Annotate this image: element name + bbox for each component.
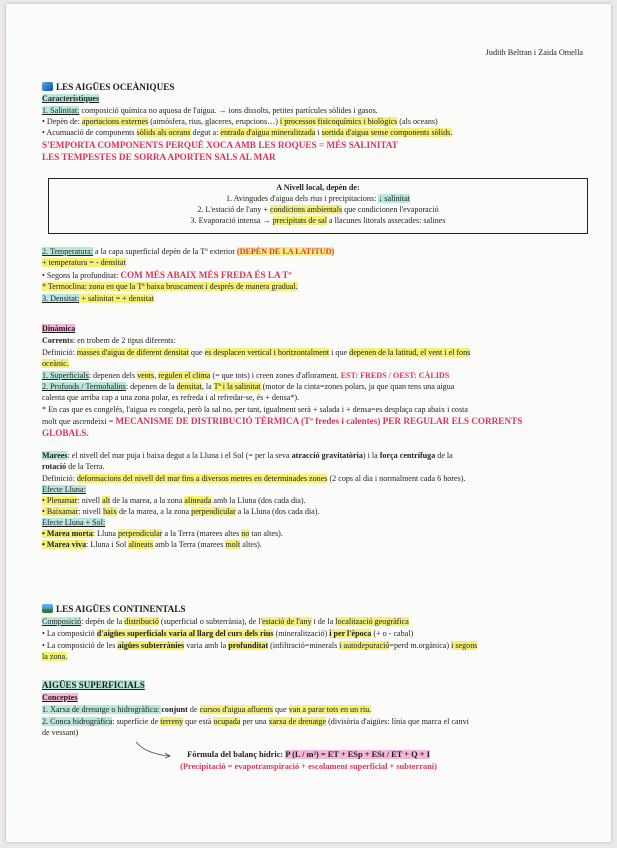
note-sandstorms: LES TEMPESTES DE SORRA APORTEN SALS AL MAR	[42, 152, 276, 162]
neap-tide-line: • Marea morta: Lluna perpendicular a la Terra (marees altes no tan altes).	[42, 529, 283, 538]
thermocline-line: * Termoclina: zona en que la Tª baixa bruscament i després de manera gradual.	[42, 282, 298, 291]
box-item-2: 2. L'estació de l'any + condicions ambientals que condicionen l'evaporació	[197, 205, 439, 214]
local-level-box	[48, 178, 588, 234]
wave-icon	[42, 82, 53, 91]
depends-line: • Depèn de: aportacions externes (atmósfera, rius, glaceres, erupcions…) i processos fisicoquímics i biològics (als oceans)	[42, 117, 438, 126]
depth-line: • Segons la profunditat: COM MÉS ABAIX MÉS FREDA ÉS LA Tª	[42, 270, 292, 280]
accumulation-line: • Acumuació de components sòlids als oceans degut a: entrada d'aigua mineralitzada i sortida d'aigua sense components sòlids.	[42, 128, 453, 137]
low-tide-line: • Baixamar: nivell baix de la marea, a la zona perpendicular a la Lluna (dos cada dia).	[42, 507, 320, 516]
surface-currents-line: 1. Superficials: depenen dels vents, regulen el clima (= que tots) i creen zones d'aflorament. EST: FREDS / OEST: CÀLIDS	[42, 371, 450, 380]
tides-line: Marees: el nivell del mar puja i baixa degut a la Lluna i el Sol (= per la seva atracció gravitatòria) i la força centrífuga de la	[42, 451, 453, 460]
temperature-line: 2. Temperatura: a la capa superficial depèn de la Tº exterior (DEPÈN DE LA LATITUD)	[42, 247, 335, 256]
water-balance-explanation: (Precipitació = evapotranspiració + escolament superficial + subterrani)	[180, 762, 437, 771]
water-balance-formula: Fórmula del balanç hídric: P (L / m²) = ET + ESp + ESt / ET + Q + I	[187, 750, 430, 759]
document-page: Judith Beltran i Zaida Omella LES AIGÜES OCEÀNIQUES Característiques 1. Salinitat: composició química no aquosa de l'aigua. → ions dissolts, petites partícules sòlides i gasos. • Depèn de: aportacions externes (atmósfera, rius, glaceres, erupcions…) i processos fisicoquímics i biològics (als oceans) • Acumuació de components sòlids als oceans degut a: entrada d'aigua mineralitzada i sortida d'aigua sense components sòlids. S'EMPORTA COMPONENTS PERQUÈ XOCA AMB LES ROQUES = MÉS SALINITAT LES TEMPESTES DE SORRA APORTEN SALS AL MAR A Nivell local, depèn de: 1. Avingudes d'aigua dels rius i precipitacions: ↓ salinitat 2. L'estació de l'any + condicions ambientals que condicionen l'evaporació 3. Evaporació intensa → precipitats de sal a llacunes litorals assecades: salines 2. Temperatura: a la capa superficial depèn de la Tº exterior (DEPÈN DE LA LATITUD) + temperatura = - densitat • Segons la profunditat: COM MÉS ABAIX MÉS FREDA ÉS LA Tª * Termoclina: zona en que la Tª baixa bruscament i després de manera gradual. 3. Densitat: + salinitat = + densitat Dinàmica Corrents: en trobem de 2 tipus diferents: Definició: masses d'aigua de diferent densitat que es desplacen vertical i horitzontalment i que depenen de la latitud, el vent i el fons oceànic. 1. Superficials: depenen dels vents, regulen el clima (= que tots) i creen zones d'aflorament. EST: FREDS / OEST: CÀLIDS 2. Profunds / Termohalins: depenen de la densitat, la Tª i la salinitat (motor de la cinta=zones polars, ja que quan tens una aigua calenta que arriba cap a una zona polar, es refreda i al refredar-se, és + densa*). * En cas que es congelés, l'aigua es congela, però la sal no, per tant, igualment serà + salada i + densa=es desplaça cap abaix i costa molt que ascendeixi = MECANISME DE DISTRIBUCIÓ TÈRMICA (Tª fredes i calentes) PER REGULAR ELS CORRENTS GLOBALS. Marees: el nivell del mar puja i baixa degut a la Lluna i el Sol (= per la seva atracció gravitatòria) i la força centrífuga de la rotació de la Terra. Definició: deformacions del nivell del mar fins a diversos metres en determinades zones (2 cops al dia i normalment cada 6 hores). Efecte Lluna: • Plenamar: nivell alt de la marea, a la zona alineada amb la Lluna (dos cada dia). • Baixamar: nivell baix de la marea, a la zona perpendicular a la Lluna (dos cada dia). Efecte Lluna + Sol: • Marea morta: Lluna perpendicular a la Terra (marees altes no tan altes). • Marea viva: Lluna i Sol alineats amb la Terra (marees molt altes). LES AIGÜES CONTINENTALS Composició: depèn de la distribució (superficial o subterrània), de l'estació de l'any i de la localització geogràfica • La composició d'aigües superficials varia al llarg del curs dels rius (mineralització) i per l'època (+ o - cabal) • La composició de les aigües subterrànies varia amb la profunditat (infiltració=minerals i autodepuració=perd m.orgànica) i segons la zona. AIGÜES SUPERFICIALS Conceptes 1. Xarxa de drenatge o hidrogràfica: conjunt de cursos d'aigua afluents que van a parar tots en un riu. 2. Conca hidrogràfica: superfície de terreny que està ocupada per una xarxa de drenatge (divisòria d'aigües: línia que marca el canvi de vessant) Fórmula del balanç hídric: P (L / m²) = ET + ESp + ESt / ET + Q + I (Precipitació = evapotranspiració + escolament superficial + subterrani)	[6, 4, 611, 842]
moon-effect-heading: Efecte Lluna:	[42, 485, 86, 494]
tides-definition: Definició: deformacions del nivell del mar fins a diversos metres en determinades zones (2 cops al dia i normalment cada 6 hores).	[42, 474, 466, 483]
author-name: Judith Beltran i Zaida Omella	[485, 48, 583, 57]
moon-sun-effect-heading: Efecte Lluna + Sol:	[42, 518, 106, 527]
high-tide-line: • Plenamar: nivell alt de la marea, a la zona alineada amb la Lluna (dos cada dia).	[42, 496, 306, 505]
surface-water-composition: • La composició d'aigües superficials varia al llarg del curs dels rius (mineralització) i per l'època (+ o - cabal)	[42, 629, 414, 638]
spring-tide-line: • Marea viva: Lluna i Sol alineats amb la Terra (marees molt altes).	[42, 540, 262, 549]
box-title: A Nivell local, depèn de:	[276, 183, 360, 192]
density-line: 3. Densitat: + salinitat = + densitat	[42, 294, 154, 303]
river-basin-line: 2. Conca hidrogràfica: superfície de terreny que està ocupada per una xarxa de drenatge (divisòria d'aigües: línia que marca el canvi	[42, 717, 469, 726]
thermal-mechanism-line: molt que ascendeixi = MECANISME DE DISTRIBUCIÓ TÈRMICA (Tª fredes i calentes) PER REGULAR ELS CORRENTS	[42, 416, 523, 426]
surface-waters-title: AIGÜES SUPERFICIALS	[42, 680, 145, 690]
currents-definition: Definició: masses d'aigua de diferent densitat que es desplacen vertical i horitzontalment i que depenen de la latitud, el vent i el fons	[42, 348, 471, 357]
groundwater-composition: • La composició de les aigües subterrànies varia amb la profunditat (infiltració=minerals i autodepuració=perd m.orgànica) i segons	[42, 641, 478, 650]
box-item-3: 3. Evaporació intensa → precipitats de sal a llacunes litorals assecades: salines	[190, 216, 446, 225]
section-title-continental: LES AIGÜES CONTINENTALS	[42, 604, 590, 615]
note-rocks: S'EMPORTA COMPONENTS PERQUÈ XOCA AMB LES ROQUES = MÉS SALINITAT	[42, 140, 398, 150]
salinity-line: 1. Salinitat: composició química no aquosa de l'aigua. → ions dissolts, petites partícules sòlides i gasos.	[42, 106, 378, 115]
dynamics-heading: Dinàmica	[42, 324, 76, 333]
composition-line: Composició: depèn de la distribució (superficial o subterrània), de l'estació de l'any i de la localització geogràfica	[42, 617, 409, 626]
section-title-oceans: LES AIGÜES OCEÀNIQUES	[42, 82, 590, 93]
landscape-icon	[42, 604, 53, 613]
deep-currents-line: 2. Profunds / Termohalins: depenen de la densitat, la Tª i la salinitat (motor de la cinta=zones polars, ja que quan tens una aigua	[42, 382, 455, 391]
characteristics-heading: Característiques	[42, 94, 100, 103]
concepts-heading: Conceptes	[42, 693, 78, 702]
drainage-network-line: 1. Xarxa de drenatge o hidrogràfica: conjunt de cursos d'aigua afluents que van a parar tots en un riu.	[42, 705, 372, 714]
temp-density-line: + temperatura = - densitat	[42, 258, 126, 267]
currents-line: Corrents: en trobem de 2 tipus diferents:	[42, 336, 176, 345]
box-item-1: 1. Avingudes d'aigua dels rius i precipitacions: ↓ salinitat	[225, 194, 411, 203]
